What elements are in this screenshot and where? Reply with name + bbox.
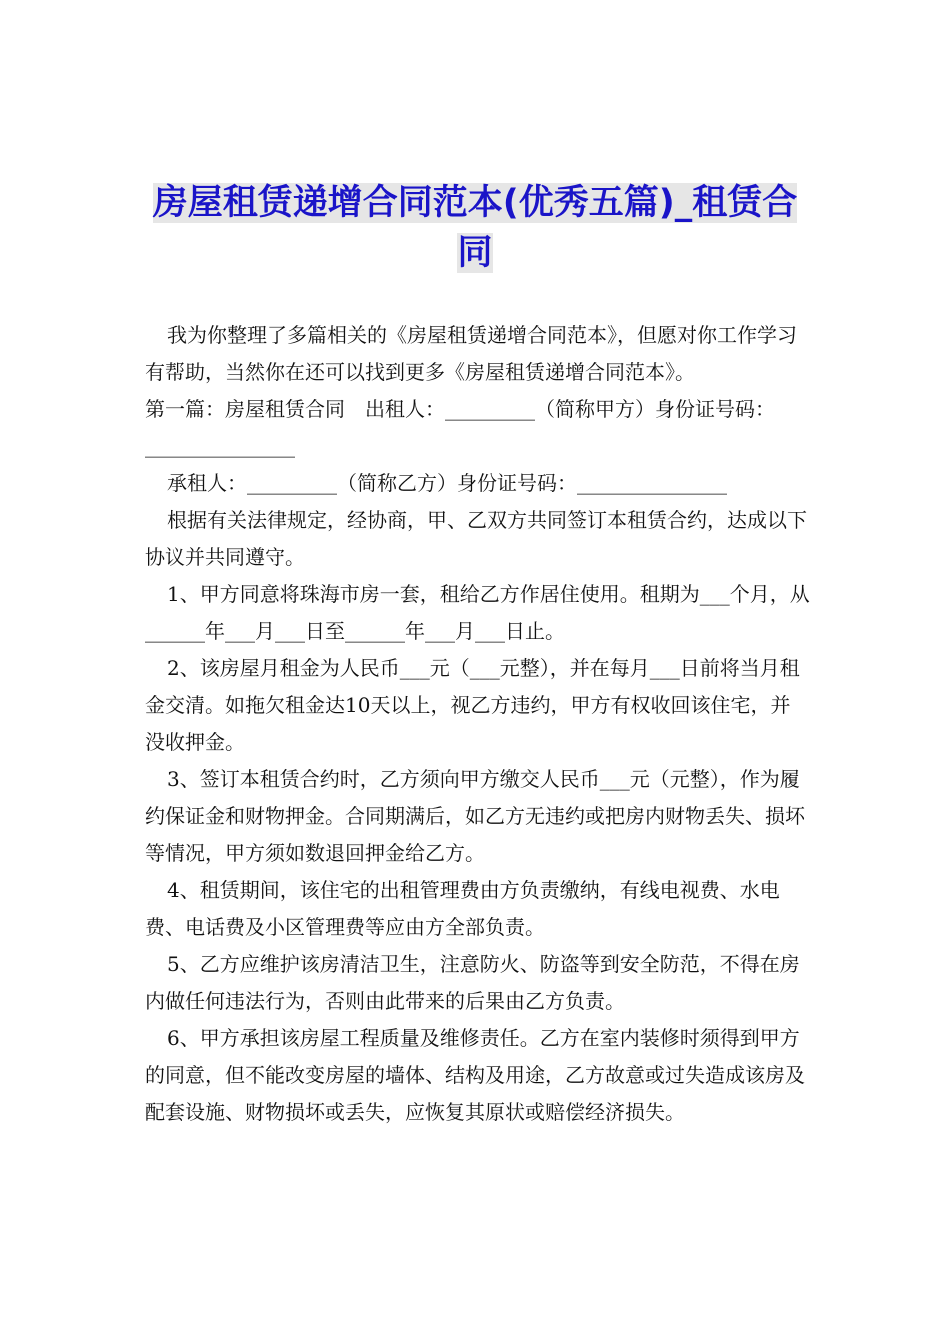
document-body <box>145 317 810 1131</box>
clause-5: 5、乙方应维护该房清洁卫生，注意防火、防盗等到安全防范，不得在房内做任何违法行为，否则由此带来的后果由乙方负责。 <box>145 952 800 1013</box>
clause-6: 6、甲方承担该房屋工程质量及维修责任。乙方在室内装修时须得到甲方的同意，但不能改变房屋的墙体、结构及用途，乙方故意或过失造成该房及配套设施、财物损坏或丢失，应恢复其原状或赔偿经济损失。 <box>145 1026 805 1124</box>
document-title: 房屋租赁递增合同范本(优秀五篇)_租赁合同 <box>152 183 798 273</box>
lessor-paragraph: 第一篇：房屋租赁合同 出租人：_________（简称甲方）身份证号码：_______________ <box>145 397 775 458</box>
lessee-paragraph: 承租人：_________（简称乙方）身份证号码：_______________ <box>167 471 727 495</box>
title-block <box>140 178 810 278</box>
clause-2: 2、该房屋月租金为人民币___元（___元整），并在每月___日前将当月租金交清。如拖欠租金达10天以上，视乙方违约，甲方有权收回该住宅，并没收押金。 <box>145 656 800 754</box>
clause-3: 3、签订本租赁合约时，乙方须向甲方缴交人民币___元（元整），作为履约保证金和财物押金。合同期满后，如乙方无违约或把房内财物丢失、损坏等情况，甲方须如数退回押金给乙方。 <box>145 767 805 865</box>
intro-paragraph: 我为你整理了多篇相关的《房屋租赁递增合同范本》，但愿对你工作学习有帮助，当然你在还可以找到更多《房屋租赁递增合同范本》。 <box>145 323 797 384</box>
clause-4: 4、租赁期间，该住宅的出租管理费由方负责缴纳，有线电视费、水电费、电话费及小区管理费等应由方全部负责。 <box>145 878 780 939</box>
clause-1: 1、甲方同意将珠海市房一套，租给乙方作居住使用。租期为___个月，从______年___月___日至______年___月___日止。 <box>145 582 810 643</box>
agreement-paragraph: 根据有关法律规定，经协商，甲、乙双方共同签订本租赁合约，达成以下协议并共同遵守。 <box>145 508 807 569</box>
